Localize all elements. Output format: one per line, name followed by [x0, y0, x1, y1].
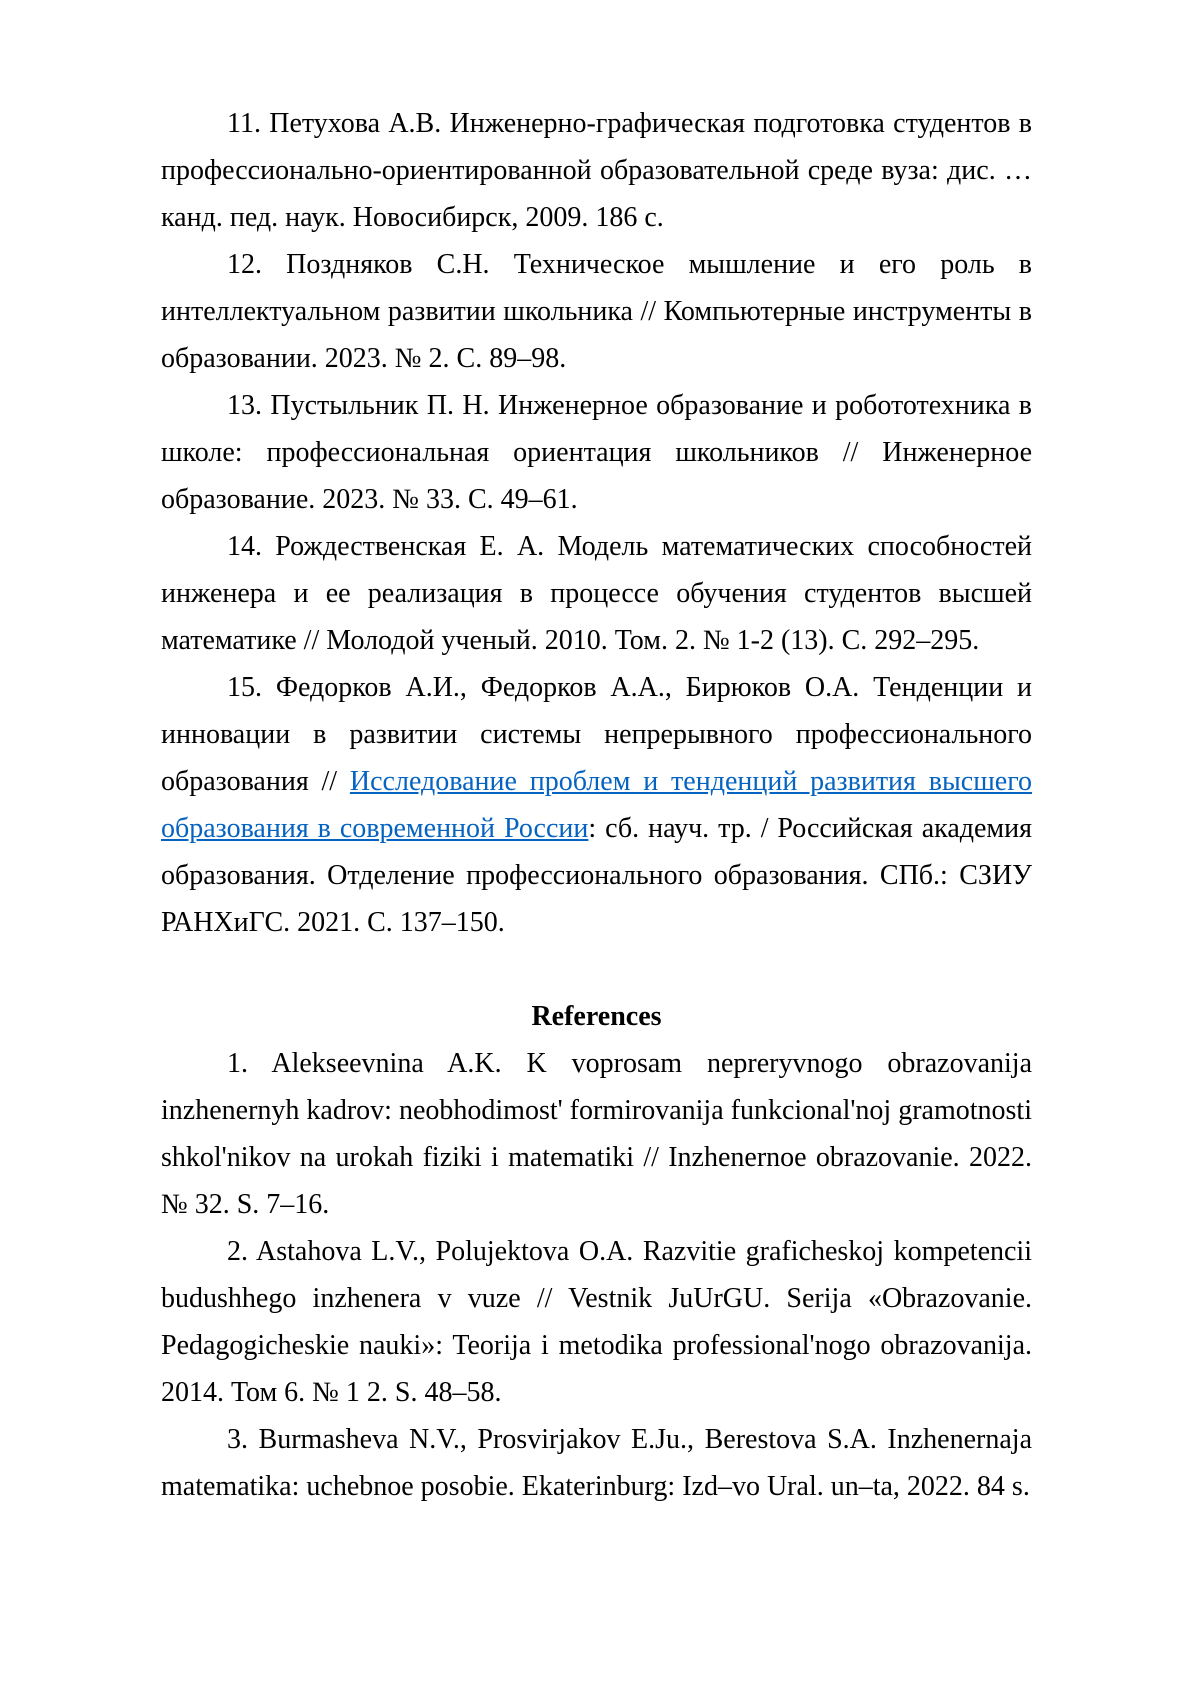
reference-item-en-3: 3. Burmasheva N.V., Prosvirjakov E.Ju., Berestova S.A. Inzhenernaja matematika: uchebnoe posobie. Ekaterinburg: Izd–vo Ural. un–ta, 2022. 84 s. [161, 1424, 1032, 1502]
reference-item-ru-12: 12. Поздняков С.Н. Техническое мышление и его роль в интеллектуальном развитии школьника // Компьютерные инструменты в образовании. 2023. № 2. С. 89–98. [161, 249, 1032, 374]
reference-item-ru-14: 14. Рождественская Е. А. Модель математических способностей инженера и ее реализация в процессе обучения студентов высшей математике // Молодой ученый. 2010. Том. 2. № 1-2 (13). С. 292–295. [161, 531, 1032, 656]
reference-item-en-1: 1. Alekseevnina A.K. K voprosam nepreryvnogo obrazovanija inzhenernyh kadrov: neobhodimost' formirovanija funkcional'noj gramotnosti shkol'nikov na urokah fiziki i matematiki // Inzhenernoe obrazovanie. 2022. № 32. S. 7–16. [161, 1048, 1032, 1220]
reference-item-ru-13: 13. Пустыльник П. Н. Инженерное образование и робототехника в школе: профессиональная ориентация школьников // Инженерное образование. 2023. № 33. С. 49–61. [161, 390, 1032, 515]
reference-item-ru-11: 11. Петухова А.В. Инженерно-графическая подготовка студентов в профессионально-ориентированной образовательной среде вуза: дис. … канд. пед. наук. Новосибирск, 2009. 186 с. [161, 108, 1032, 233]
reference-text-after-link: : сб. науч. тр. / Российская академия образования. Отделение профессионального образования. СПб.: СЗИУ РАНХиГС. 2021. С. 137–150. [161, 813, 1032, 938]
reference-item-en-2: 2. Astahova L.V., Polujektova O.A. Razvitie graficheskoj kompetencii budushhego inzhenera v vuze // Vestnik JuUrGU. Serija «Obrazovanie. Pedagogicheskie nauki»: Teorija i metodika professional'nogo obrazovanija. 2014. Том 6. № 1 2. S. 48–58. [161, 1236, 1032, 1408]
references-heading: References [531, 1001, 662, 1032]
reference-hyperlink[interactable]: Исследование проблем и тенденций развития высшего образования в современной России [161, 766, 1032, 844]
reference-item-ru-15 [161, 664, 1032, 946]
reference-text-before-link: 15. Федорков А.И., Федорков А.А., Бирюков О.А. Тенденции и инновации в развитии системы непрерывного профессионального образования // [161, 672, 1032, 797]
